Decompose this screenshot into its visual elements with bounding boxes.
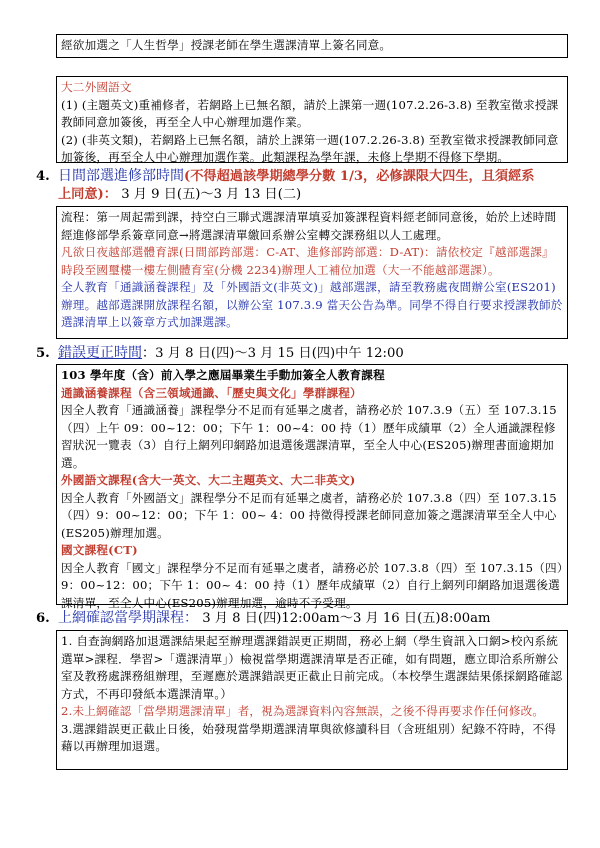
foreign-language-p2: (2) (非英文類)，若網路上已無名額，請於上課第一週(107.2.26-3.8) 至教室徵求授課教師同意加簽後，再至全人中心辦理加選作業。此類課程為學年課，未修上學期不得修下學期。 (61, 132, 559, 164)
section4-number: 4. (36, 169, 50, 184)
notice-text: 經欲加選之「人生哲學」授課老師在學生選課清單上簽名同意。 (61, 38, 392, 52)
section4-flow: 流程：第一周起需到課，持空白三聯式選課清單填妥加簽課程資料經老師同意後，始於上述時間經進修部學系簽章同意→將選課清單繳回系辦公室轉交課務組以人工處理。 (61, 210, 557, 242)
section5-number: 5. (36, 346, 50, 361)
section5-body-general: 因全人教育「通識涵養」課程學分不足而有延畢之虞者，請務必於 107.3.9（五）至 107.3.15（四）上午 09：00~12：00；下午 1：00~4：00 持（1）歷年成績單（2）全人通識課程修習狀況一覽表（3）自行上網列印網路加退選後選課清單，至全人中心(ES205)辦理書面逾期加選。 (61, 403, 557, 470)
section6-p1: 1. 自查詢網路加退選課結果起至辦理選課錯誤更正期間，務必上網（學生資訊入口網>校內系統選單>課程．學習>「選課清單」）檢視當學期選課清單是否正確，如有問題，應立即洽系所辦公室及教務處課務組辦理，至遲應於選課錯誤更正截止日前完成。（本校學生選課結果係採網路確認方式，不再印發紙本選課清單。） (61, 634, 563, 701)
section5-heading (36, 344, 404, 363)
section5-body-chinese: 因全人教育「國文」課程學分不足而有延畢之虞者，請務必於 107.3.8（四）至 107.3.15（四）9：00~12：00；下午 1：00~ 4：00 持（1）歷年成績單（2）自行上網列印網路加退選後選課清單，至全人中心(ES205)辦理加選，逾時不予受理。 (61, 560, 563, 610)
section4-title-note: (不得超過該學期總學分數 1/3，必修課限大四生，且須經系 (184, 169, 535, 184)
notice-box-top (56, 34, 568, 58)
section4-pe: 凡欲日夜越部選體育課(日間部跨部選：C-AT、進修部跨部選：D-AT)：請依校定『越部選課』 時段至國璽樓一樓左側體育室(分機 2234)辦理人工補位加選（大一不能越部選課）。 (61, 245, 554, 277)
section5-sub-foreign: 外國語文課程(含大一英文、大二主題英文、大二非英文) (61, 473, 356, 487)
section6-date: 3 月 8 日(四)12:00am～3 月 16 日(五)8:00am (198, 611, 491, 626)
section4-title: 日間部選進修部時間 (58, 168, 184, 184)
section5-date: ：3 月 8 日(四)～3 月 15 日(四)中午 12:00 (142, 346, 404, 361)
section4-general: 全人教育「通識涵養課程」及「外國語文(非英文)」越部選課，請至教務處夜間辦公室(ES201)辦理。越部選課開放課程名額，以辦公室 107.3.9 當天公告為準。同學不得自行要求授課教師於選課清單上以簽章方式加課選課。 (61, 280, 563, 329)
foreign-language-p1: (1) (主題英文)重補修者，若網路上已無名額，請於上課第一週(107.2.26-3.8) 至教室徵求授課教師同意加簽後，再至全人中心辦理加選作業。 (61, 97, 559, 129)
section5-body-foreign: 因全人教育「外國語文」課程學分不足而有延畢之虞者，請務必於 107.3.8（四）至 107.3.15（四）9：00~12：00；下午 1：00~ 4：00 持徵得授課老師同意加簽之選課清單至全人中心(ES205)辦理加選。 (61, 490, 557, 540)
section6-box (56, 630, 568, 770)
section4-date: 3 月 9 日(五)～3 月 13 日(二) (117, 187, 302, 202)
section6-p2: 2.未上網確認「當學期選課清單」者，視為選課資料內容無誤，之後不得再要求作任何修改。 (61, 704, 545, 718)
section5-sub-chinese: 國文課程(CT) (61, 543, 138, 557)
foreign-language-title: 大二外國語文 (61, 80, 132, 94)
section6-heading (36, 609, 491, 628)
section5-box (56, 364, 568, 610)
section6-title: 上網確認當學期課程： (58, 610, 198, 626)
foreign-language-box (56, 76, 568, 163)
section4-heading (36, 167, 566, 204)
section5-sub-general: 通識涵養課程（含三領域通識、「歷史與文化」學群課程） (61, 385, 362, 400)
section6-p3: 3.選課錯誤更正截止日後，始發現當學期選課清單與欲修讀科目（含班組別）紀錄不符時，不得藉以再辦理加退選。 (61, 721, 557, 753)
section5-title: 錯誤更正時間 (58, 345, 142, 361)
section4-title-note2: 上同意)： (58, 187, 117, 202)
section6-number: 6. (36, 611, 50, 626)
section4-box (56, 206, 568, 339)
section5-lead: 103 學年度（含）前入學之應屆畢業生手動加簽全人教育課程 (61, 368, 385, 382)
